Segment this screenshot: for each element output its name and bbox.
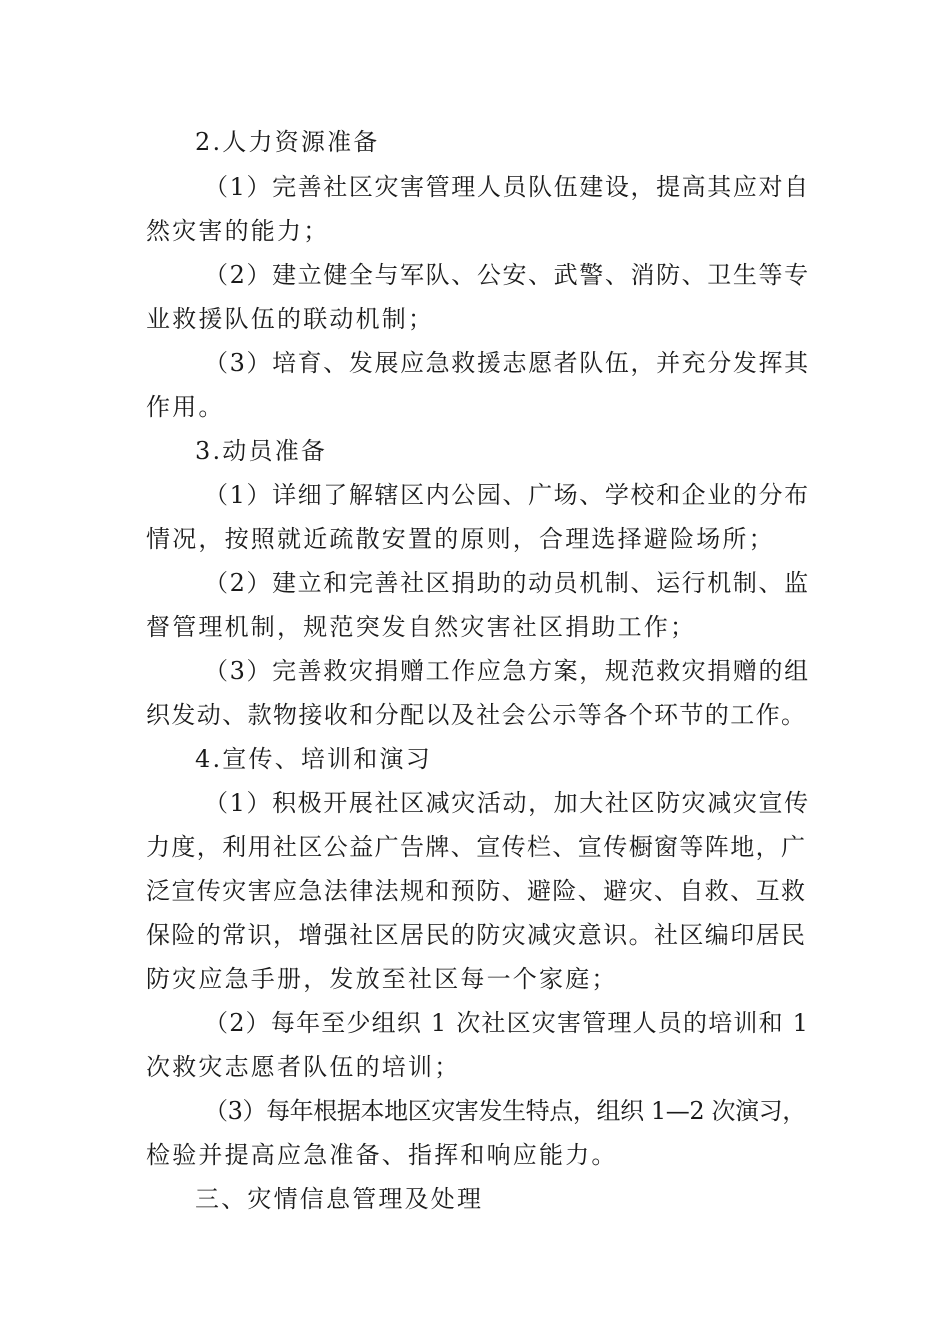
paragraph-line: （2）建立健全与军队、公安、武警、消防、卫生等专 xyxy=(204,261,810,289)
paragraph-line: 作用。 xyxy=(146,393,225,421)
paragraph-line: （1）积极开展社区减灾活动，加大社区防灾减灾宣传 xyxy=(204,789,810,817)
heading-publicity-training: 4.宣传、培训和演习 xyxy=(195,745,432,773)
paragraph-line: 织发动、款物接收和分配以及社会公示等各个环节的工作。 xyxy=(146,701,807,729)
paragraph-line: 然灾害的能力； xyxy=(146,217,330,245)
paragraph-line: （1）详细了解辖区内公园、广场、学校和企业的分布 xyxy=(204,481,810,509)
heading-disaster-info: 三、灾情信息管理及处理 xyxy=(195,1185,484,1213)
paragraph-line: 检验并提高应急准备、指挥和响应能力。 xyxy=(146,1141,618,1169)
heading-mobilization: 3.动员准备 xyxy=(195,437,328,465)
paragraph-line: 防灾应急手册，发放至社区每一个家庭； xyxy=(146,965,618,993)
heading-human-resources: 2.人力资源准备 xyxy=(195,128,380,156)
paragraph-line: 督管理机制，规范突发自然灾害社区捐助工作； xyxy=(146,613,697,641)
paragraph-line: （1）完善社区灾害管理人员队伍建设，提高其应对自 xyxy=(204,173,810,201)
paragraph-line: （3）培育、发展应急救援志愿者队伍，并充分发挥其 xyxy=(204,349,810,377)
paragraph-line: 力度，利用社区公益广告牌、宣传栏、宣传橱窗等阵地，广 xyxy=(146,833,807,861)
paragraph-line: （2）建立和完善社区捐助的动员机制、运行机制、监 xyxy=(204,569,810,597)
paragraph-line: 泛宣传灾害应急法律法规和预防、避险、避灾、自救、互救 xyxy=(146,877,807,905)
paragraph-line: 保险的常识，增强社区居民的防灾减灾意识。社区编印居民 xyxy=(146,921,807,949)
paragraph-line: 情况，按照就近疏散安置的原则，合理选择避险场所； xyxy=(146,525,775,553)
paragraph-line: （3）完善救灾捐赠工作应急方案，规范救灾捐赠的组 xyxy=(204,657,810,685)
paragraph-line: 次救灾志愿者队伍的培训； xyxy=(146,1053,461,1081)
paragraph-line: （3）每年根据本地区灾害发生特点，组织 1—2 次演习， xyxy=(204,1097,806,1125)
paragraph-line: （2）每年至少组织 1 次社区灾害管理人员的培训和 1 xyxy=(204,1009,810,1037)
paragraph-line: 业救援队伍的联动机制； xyxy=(146,305,435,333)
